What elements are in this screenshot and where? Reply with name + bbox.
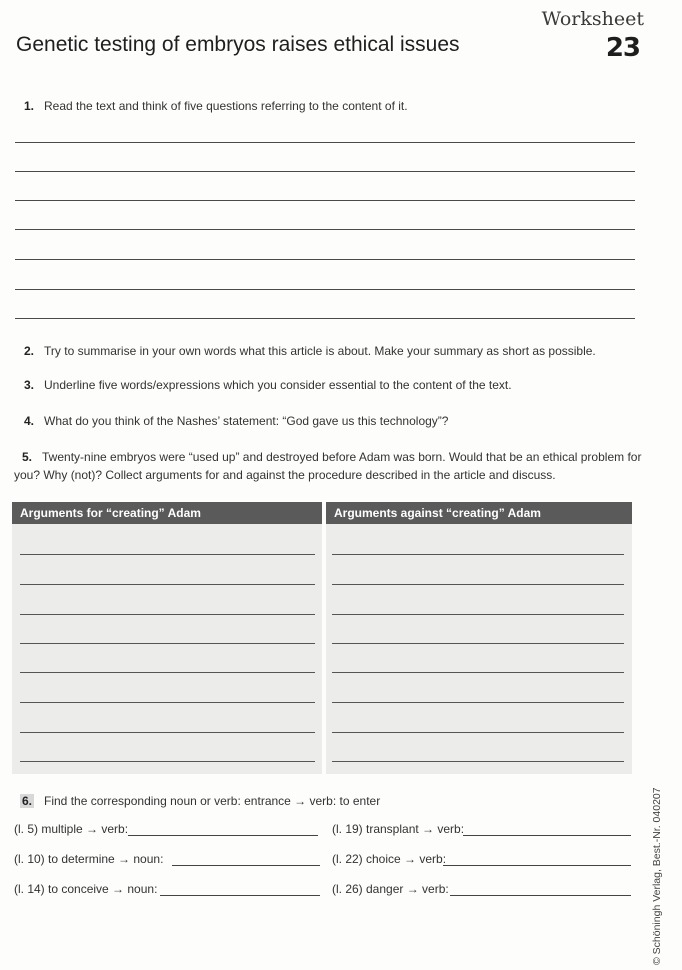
answer-line[interactable] <box>15 142 635 143</box>
question-number: 3. <box>24 378 35 392</box>
argument-for-line[interactable] <box>20 672 315 673</box>
answer-line[interactable] <box>15 229 635 230</box>
column-header-against: Arguments against “creating” Adam <box>326 502 632 524</box>
page-title: Genetic testing of embryos raises ethical issues <box>16 33 460 56</box>
argument-against-line[interactable] <box>332 554 624 555</box>
question-5 <box>14 448 642 484</box>
argument-for-line[interactable] <box>20 732 315 733</box>
argument-for-line[interactable] <box>20 614 315 615</box>
question-number: 5. <box>22 450 33 464</box>
publisher-note <box>651 787 671 965</box>
exercise-answer-line[interactable] <box>172 865 320 866</box>
question-4 <box>24 412 448 430</box>
argument-against-line[interactable] <box>332 732 624 733</box>
answer-line[interactable] <box>15 289 635 290</box>
argument-against-line[interactable] <box>332 702 624 703</box>
exercise-item-right-1: (l. 19) transplant → verb: <box>332 822 465 836</box>
question-number: 4. <box>24 414 35 428</box>
question-2 <box>24 342 596 360</box>
arguments-table <box>12 502 632 774</box>
argument-for-line[interactable] <box>20 643 315 644</box>
column-header-for: Arguments for “creating” Adam <box>12 502 322 524</box>
exercise-item-left-1: (l. 5) multiple → verb: <box>14 822 129 836</box>
answer-line[interactable] <box>15 171 635 172</box>
answer-line[interactable] <box>15 318 635 319</box>
argument-for-line[interactable] <box>20 554 315 555</box>
exercise-item-left-3: (l. 14) to conceive → noun: <box>14 882 158 896</box>
question-3 <box>24 376 512 394</box>
exercise-answer-line[interactable] <box>450 895 631 896</box>
answer-line[interactable] <box>15 200 635 201</box>
argument-against-line[interactable] <box>332 761 624 762</box>
question-text: Twenty-nine embryos were “used up” and destroyed before Adam was born. Would that be an ethical problem for you? Why (not)? Collect arguments for and against the procedure described in the article and discuss. <box>14 450 642 482</box>
argument-for-line[interactable] <box>20 702 315 703</box>
question-text: Try to summarise in your own words what this article is about. Make your summary as short as possible. <box>44 344 596 358</box>
question-number: 6. <box>22 794 33 808</box>
argument-against-line[interactable] <box>332 614 624 615</box>
exercise-item-left-2: (l. 10) to determine → noun: <box>14 852 164 866</box>
exercise-item-right-2: (l. 22) choice → verb: <box>332 852 447 866</box>
question-number: 2. <box>24 344 35 358</box>
worksheet-number: 23 <box>605 33 640 63</box>
argument-against-line[interactable] <box>332 643 624 644</box>
question-number: 1. <box>24 99 35 113</box>
question-6 <box>20 792 380 810</box>
column-divider <box>322 502 326 774</box>
exercise-answer-line[interactable] <box>128 835 318 836</box>
question-text: Find the corresponding noun or verb: entrance → verb: to enter <box>44 794 381 808</box>
question-text: Read the text and think of five questions referring to the content of it. <box>44 99 408 113</box>
publisher-text: © Schöningh Verlag, Best.-Nr. 040207 <box>651 787 663 965</box>
question-text: Underline five words/expressions which you consider essential to the content of the text. <box>44 378 512 392</box>
worksheet-label: Worksheet <box>541 8 644 30</box>
exercise-answer-line[interactable] <box>443 865 631 866</box>
argument-for-line[interactable] <box>20 761 315 762</box>
question-1 <box>24 97 408 115</box>
answer-line[interactable] <box>15 259 635 260</box>
question-text: What do you think of the Nashes’ statement: “God gave us this technology”? <box>44 414 449 428</box>
argument-against-line[interactable] <box>332 584 624 585</box>
exercise-item-right-3: (l. 26) danger → verb: <box>332 882 449 896</box>
exercise-answer-line[interactable] <box>160 895 320 896</box>
argument-for-line[interactable] <box>20 584 315 585</box>
argument-against-line[interactable] <box>332 672 624 673</box>
exercise-answer-line[interactable] <box>463 835 631 836</box>
